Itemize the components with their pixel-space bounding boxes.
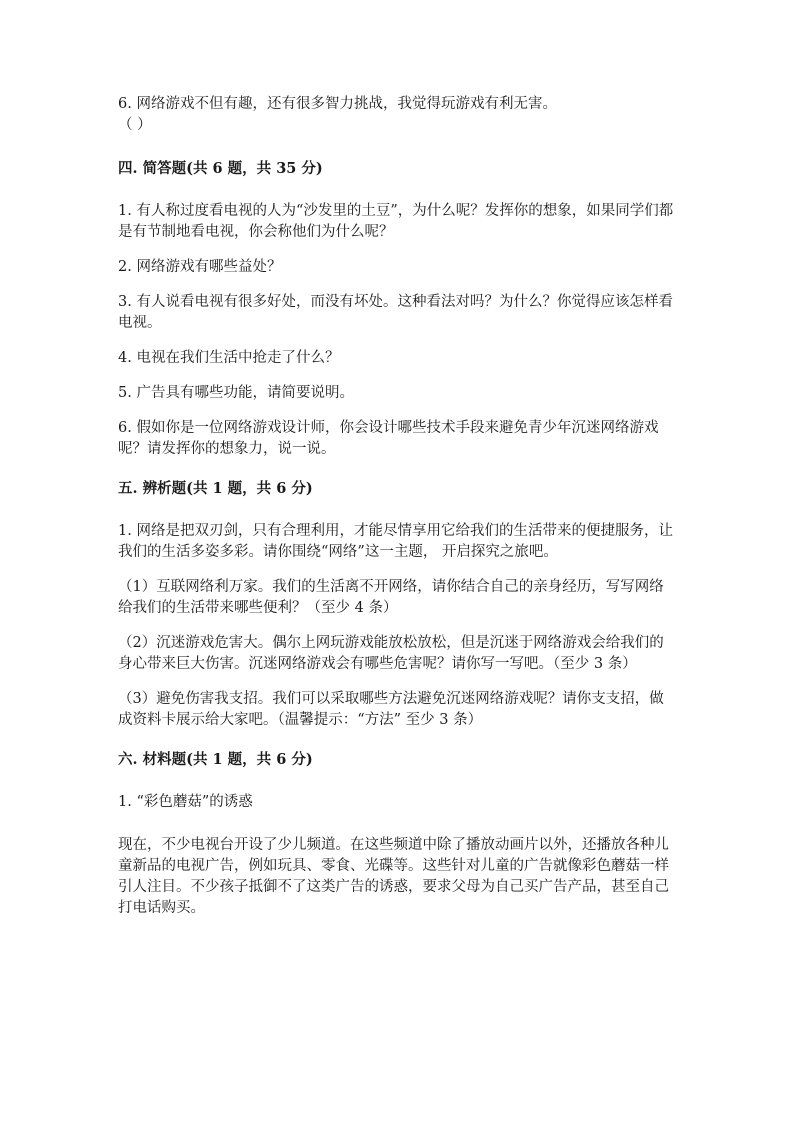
material-question-1-title: 1. “彩色蘑菇”的诱惑 — [118, 794, 253, 810]
analysis-sub-item-1: （1）互联网络利万家。我们的生活离不开网络，请你结合自己的亲身经历，写写网络给我们的生活带来哪些便利？（至少 4 条） — [118, 579, 664, 616]
analysis-question-1: 1. 网络是把双刃剑，只有合理利用，才能尽情享用它给我们的生活带来的便捷服务，让我们的生活多姿多彩。请你围绕“网络”这一主题， 开启探究之旅吧。 — [118, 523, 673, 560]
short-answer-question-6: 6. 假如你是一位网络游戏设计师，你会设计哪些技术手段来避免青少年沉迷网络游戏呢？请发挥你的想象力，说一说。 — [118, 420, 659, 457]
short-answer-question-3: 3. 有人说看电视有很多好处，而没有坏处。这种看法对吗？为什么？你觉得应该怎样看电视。 — [118, 294, 673, 331]
analysis-sub-item-2: （2）沉迷游戏危害大。偶尔上网玩游戏能放松放松，但是沉迷于网络游戏会给我们的身心带来巨大伤害。沉迷网络游戏会有哪些危害呢？请你写一写吧。（至少 3 条） — [118, 635, 664, 672]
section-5-heading: 五. 辨析题(共 1 题，共 6 分) — [118, 480, 313, 497]
analysis-sub-item-3: （3）避免伤害我支招。我们可以采取哪些方法避免沉迷网络游戏呢？请你支支招，做成资料卡展示给大家吧。（温馨提示：“方法” 至少 3 条） — [118, 691, 664, 728]
section-4-heading: 四. 简答题(共 6 题，共 35 分) — [118, 160, 323, 177]
material-passage: 现在，不少电视台开设了少儿频道。在这些频道中除了播放动画片以外，还播放各种儿童新品的电视广告，例如玩具、零食、光碟等。这些针对儿童的广告就像彩色蘑菇一样引人注目。不少孩子抵御不了这类广告的诱惑，要求父母为自己买广告产品，甚至自己打电话购买。 — [118, 837, 669, 916]
short-answer-question-5: 5. 广告具有哪些功能，请简要说明。 — [118, 385, 354, 401]
question-6-text: 6. 网络游戏不但有趣，还有很多智力挑战，我觉得玩游戏有利无害。 — [118, 96, 557, 112]
short-answer-question-2: 2. 网络游戏有哪些益处？ — [118, 259, 282, 275]
question-6-answer-blank: （ ） — [118, 117, 152, 133]
section-6-heading: 六. 材料题(共 1 题，共 6 分) — [118, 751, 313, 768]
short-answer-question-4: 4. 电视在我们生活中抢走了什么？ — [118, 350, 340, 366]
short-answer-question-1: 1. 有人称过度看电视的人为“沙发里的土豆”，为什么呢？发挥你的想象，如果同学们都是有节制地看电视，你会称他们为什么呢？ — [118, 203, 674, 240]
